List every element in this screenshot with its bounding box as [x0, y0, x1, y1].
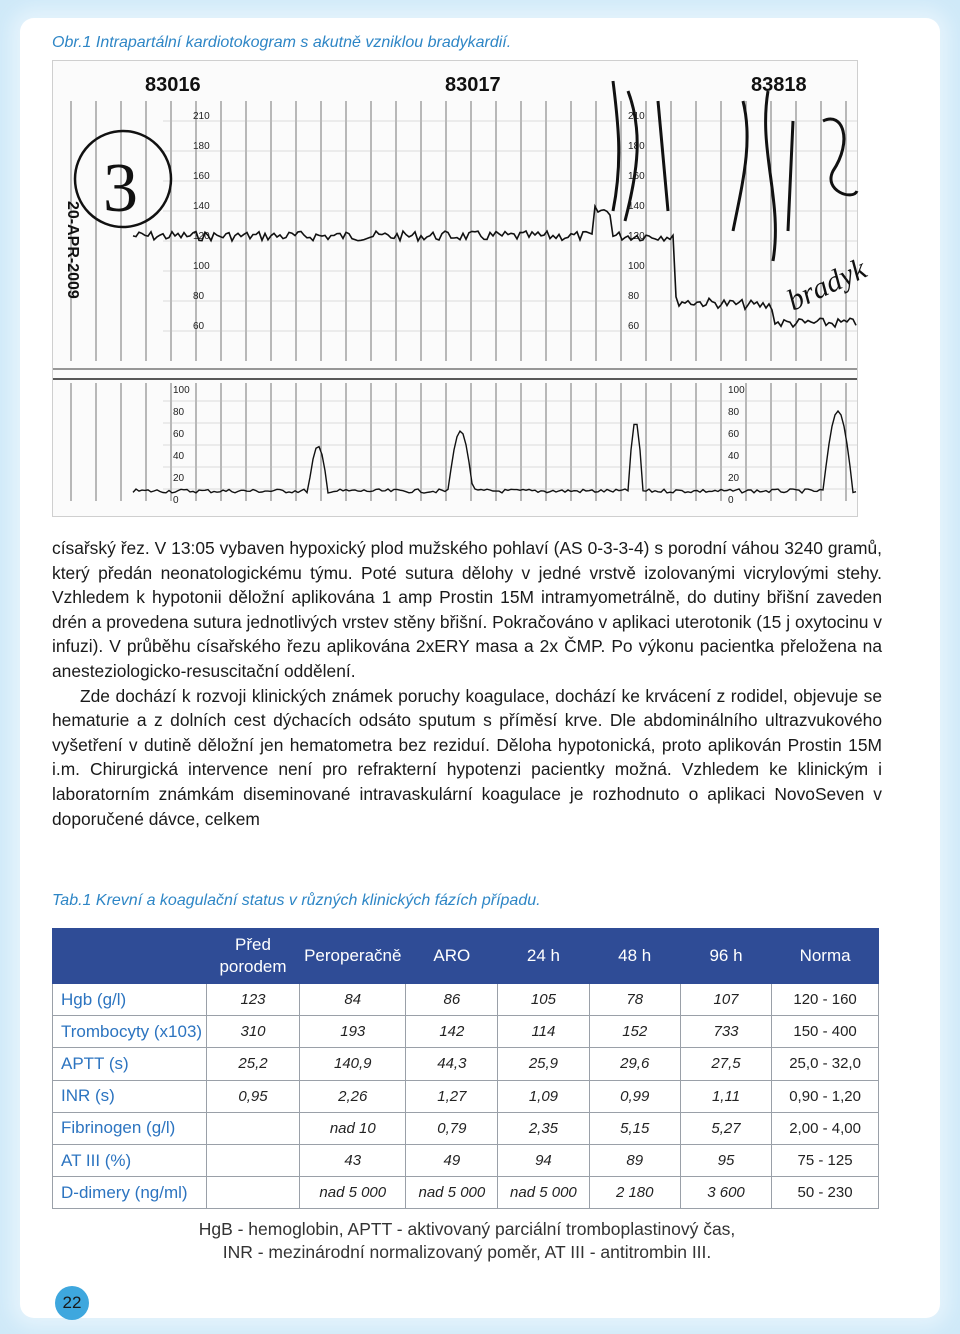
table-row	[53, 1016, 879, 1048]
value-cell: 27,5	[680, 1048, 771, 1080]
norm-cell: 120 - 160	[772, 984, 879, 1016]
table-row	[53, 1177, 879, 1209]
ctg-date-stamp: 20-APR-2009	[64, 201, 81, 299]
header-cell: 24 h	[498, 929, 589, 984]
ctg-tick-label: 80	[193, 291, 205, 302]
value-cell: 1,09	[498, 1080, 589, 1112]
value-cell: 49	[406, 1144, 498, 1176]
value-cell: 95	[680, 1144, 771, 1176]
ctg-tick-label: 100	[628, 261, 645, 272]
value-cell: 1,27	[406, 1080, 498, 1112]
value-cell: 86	[406, 984, 498, 1016]
value-cell: 84	[300, 984, 406, 1016]
ctg-tick-label: 80	[173, 407, 185, 418]
value-cell: 107	[680, 984, 771, 1016]
value-cell: 0,99	[589, 1080, 680, 1112]
header-cell: Před porodem	[206, 929, 299, 984]
norm-cell: 150 - 400	[772, 1016, 879, 1048]
header-cell: Norma	[772, 929, 879, 984]
value-cell: 142	[406, 1016, 498, 1048]
ctg-tick-label: 160	[193, 171, 210, 182]
ctg-tick-label: 140	[628, 201, 645, 212]
value-cell: 78	[589, 984, 680, 1016]
ctg-tick-label: 140	[193, 201, 210, 212]
value-cell: nad 10	[300, 1112, 406, 1144]
value-cell: nad 5 000	[300, 1177, 406, 1209]
table-row	[53, 1144, 879, 1176]
param-label: AT III (%)	[53, 1144, 207, 1176]
value-cell: 152	[589, 1016, 680, 1048]
footnote-line-1: HgB - hemoglobin, APTT - aktivovaný parciální tromboplastinový čas,	[198, 1219, 736, 1239]
header-cell: 96 h	[680, 929, 771, 984]
value-cell: 2 180	[589, 1177, 680, 1209]
param-label: Hgb (g/l)	[53, 984, 207, 1016]
ctg-tick-label: 210	[628, 111, 645, 122]
ctg-tick-label: 100	[173, 385, 190, 396]
ctg-sheet-number-3: 83818	[751, 74, 807, 96]
ctg-sheet-number-2: 83017	[445, 74, 501, 96]
table-row	[53, 1048, 879, 1080]
ctg-sheet-number-1: 83016	[145, 74, 201, 96]
value-cell: 94	[498, 1144, 589, 1176]
ctg-circled-mark: 3	[103, 150, 138, 227]
ctg-tick-label: 20	[173, 473, 185, 484]
table-row	[53, 1112, 879, 1144]
value-cell: 89	[589, 1144, 680, 1176]
ctg-tick-label: 180	[628, 141, 645, 152]
value-cell: 3 600	[680, 1177, 771, 1209]
ctg-tick-label: 60	[173, 429, 185, 440]
value-cell: 44,3	[406, 1048, 498, 1080]
ctg-handwriting: bradyk	[782, 252, 872, 318]
ctg-tick-label: 40	[173, 451, 185, 462]
ctg-tick-label: 120	[193, 231, 210, 242]
value-cell: nad 5 000	[406, 1177, 498, 1209]
page-number-badge: 22	[55, 1286, 89, 1320]
value-cell: 0,95	[206, 1080, 299, 1112]
lab-results-table	[52, 928, 879, 1209]
param-label: INR (s)	[53, 1080, 207, 1112]
ctg-tick-label: 180	[193, 141, 210, 152]
value-cell: 1,11	[680, 1080, 771, 1112]
header-cell	[53, 929, 207, 984]
value-cell: 310	[206, 1016, 299, 1048]
value-cell: 193	[300, 1016, 406, 1048]
ctg-tick-label: 0	[728, 495, 734, 506]
value-cell	[206, 1177, 299, 1209]
table-header-row	[53, 929, 879, 984]
norm-cell: 0,90 - 1,20	[772, 1080, 879, 1112]
ctg-tick-label: 60	[628, 321, 640, 332]
value-cell: 5,27	[680, 1112, 771, 1144]
value-cell: 0,79	[406, 1112, 498, 1144]
param-label: Trombocyty (x103)	[53, 1016, 207, 1048]
value-cell: 733	[680, 1016, 771, 1048]
ctg-tick-label: 80	[628, 291, 640, 302]
param-label: Fibrinogen (g/l)	[53, 1112, 207, 1144]
table-row	[53, 1080, 879, 1112]
ctg-tick-label: 60	[193, 321, 205, 332]
value-cell: 5,15	[589, 1112, 680, 1144]
value-cell: nad 5 000	[498, 1177, 589, 1209]
value-cell: 43	[300, 1144, 406, 1176]
ctg-tick-label: 20	[728, 473, 740, 484]
norm-cell: 2,00 - 4,00	[772, 1112, 879, 1144]
value-cell: 25,2	[206, 1048, 299, 1080]
value-cell: 25,9	[498, 1048, 589, 1080]
param-label: APTT (s)	[53, 1048, 207, 1080]
ctg-tick-label: 40	[728, 451, 740, 462]
ctg-trace-image	[53, 61, 872, 516]
figure-caption: Obr.1 Intrapartální kardiotokogram s akutně vzniklou bradykardií.	[52, 34, 512, 51]
header-cell: Peroperačně	[300, 929, 406, 984]
value-cell: 140,9	[300, 1048, 406, 1080]
value-cell	[206, 1112, 299, 1144]
value-cell	[206, 1144, 299, 1176]
ctg-tick-label: 60	[728, 429, 740, 440]
table-footnote	[52, 1218, 882, 1264]
param-label: D-dimery (ng/ml)	[53, 1177, 207, 1209]
ctg-tick-label: 160	[628, 171, 645, 182]
value-cell: 123	[206, 984, 299, 1016]
norm-cell: 50 - 230	[772, 1177, 879, 1209]
body-text	[52, 536, 882, 831]
ctg-figure	[52, 60, 872, 517]
table-row	[53, 984, 879, 1016]
value-cell: 105	[498, 984, 589, 1016]
ctg-tick-label: 80	[728, 407, 740, 418]
table-caption: Tab.1 Krevní a koagulační status v různých klinických fázích případu.	[52, 892, 541, 909]
paragraph-2: Zde dochází k rozvoji klinických známek poruchy koagulace, dochází ke krvácení z rodidel, objevuje se hematurie a z dolních cest dýchacích odsáto sputum s příměsí krve. Dle abdominálního ultrazvukového vyšetření v dutině děložní jen hematometra bez reziduí. Děloha hypotonická, proto aplikován Prostin 15M i.m. Chirurgická intervence není pro refrakterní hypotenzi pacientky možná. Vzhledem ke klinickým i laboratorním známkám diseminované intravaskulární koagulace je rozhodnuto o aplikaci NovoSeven v doporučené dávce, celkem	[52, 685, 882, 829]
ctg-tick-label: 100	[728, 385, 745, 396]
value-cell: 29,6	[589, 1048, 680, 1080]
header-cell: 48 h	[589, 929, 680, 984]
value-cell: 114	[498, 1016, 589, 1048]
value-cell: 2,26	[300, 1080, 406, 1112]
ctg-tick-label: 210	[193, 111, 210, 122]
ctg-tick-label: 100	[193, 261, 210, 272]
value-cell: 2,35	[498, 1112, 589, 1144]
ctg-tick-label: 0	[173, 495, 179, 506]
footnote-line-2: INR - mezinárodní normalizovaný poměr, AT III - antitrombin III.	[222, 1242, 712, 1262]
norm-cell: 75 - 125	[772, 1144, 879, 1176]
header-cell: ARO	[406, 929, 498, 984]
ctg-tick-label: 120	[628, 231, 645, 242]
norm-cell: 25,0 - 32,0	[772, 1048, 879, 1080]
paragraph-1: císařský řez. V 13:05 vybaven hypoxický plod mužského pohlaví (AS 0-3-3-4) s porodní váhou 3240 gramů, který předán neonatologickému týmu. Poté sutura dělohy v jedné vrstvě izolovanými vicrylovými stehy. Vzhledem k hypotonii děložní aplikována 1 amp Prostin 15M intramyometrálně, do dutiny břišní zaveden drén a provedena sutura jednotlivých vrstev stěny břišní. Pokračováno v aplikaci uterotonik (15 j oxytocinu v infuzi). V průběhu císařského řezu aplikována 2xERY masa a 2x ČMP. Po výkonu pacientka přeložena na anesteziologicko-resuscitační oddělení.	[52, 538, 882, 681]
